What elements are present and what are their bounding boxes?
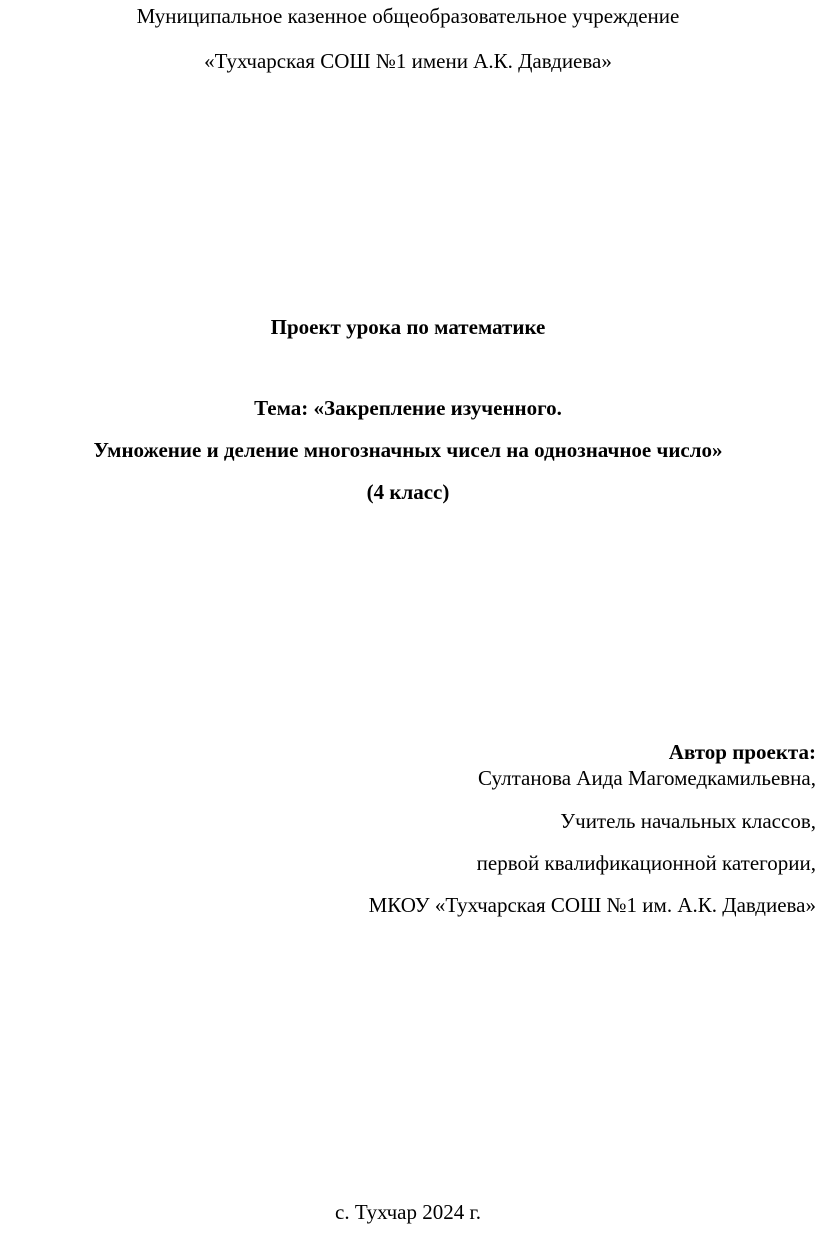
grade-label: (4 класс) [366, 480, 450, 504]
author-position: Учитель начальных классов, [560, 809, 816, 833]
place-and-year: с. Тухчар 2024 г. [335, 1200, 481, 1224]
topic-line2: Умножение и деление многозначных чисел на однозначное число» [93, 438, 723, 462]
institution-name-line1: Муниципальное казенное общеобразовательное учреждение [136, 4, 680, 28]
project-title: Проект урока по математике [270, 315, 546, 339]
author-label: Автор проекта: [668, 740, 816, 764]
institution-name-line2: «Тухчарская СОШ №1 имени А.К. Давдиева» [204, 49, 612, 73]
author-name: Султанова Аида Магомедкамильевна, [478, 766, 816, 790]
author-school: МКОУ «Тухчарская СОШ №1 им. А.К. Давдиева» [368, 893, 816, 917]
topic-line1: Тема: «Закрепление изученного. [254, 396, 562, 420]
author-category: первой квалификационной категории, [476, 851, 816, 875]
